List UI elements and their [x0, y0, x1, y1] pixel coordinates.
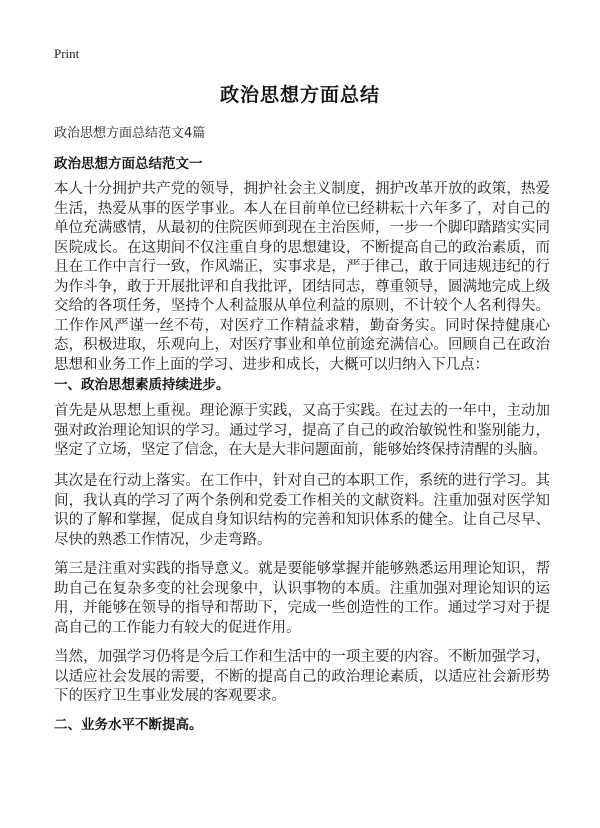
paragraph-action: 其次是在行动上落实。在工作中，针对自己的本职工作，系统的进行学习。其间，我认真的学习了两个条例和党委工作相关的文献资料。注重加强对医学知识的了解和掌握，促成自身知识结构的完善和知识体系的健全。让自己尽早、尽快的熟悉工作情况，少走弯路。	[54, 473, 550, 548]
document-title: 政治思想方面总结	[219, 84, 380, 106]
paragraph-thought: 首先是从思想上重视。理论源于实践，又高于实践。在过去的一年中，主动加强对政治理论知识的学习。通过学习，提高了自己的政治敏锐性和鉴别能力，坚定了立场，坚定了信念，在大是大非问题面前，能够始终保持清醒的头脑。	[54, 403, 550, 458]
paragraph-intro: 本人十分拥护共产党的领导，拥护社会主义制度，拥护改革开放的政策，热爱生活，热爱从事的医学事业。本人在目前单位已经耕耘十六年多了，对自己的单位充满感情，从最初的住院医师到现在主治医师，一步一个脚印踏踏实实同医院成长。在这期间不仅注重自身的思想建设，不断提高自己的政治素质，而且在工作中言行一致，作风端正，实事求是，严于律己，敢于同违规违纪的行为作斗争，敢于开展批评和自我批评，团结同志，尊重领导，圆满地完成上级交给的各项任务，坚持个人利益服从单位利益的原则，不计较个人名利得失。工作作风严谨一丝不苟，对医疗工作精益求精，勤奋务实。同时保持健康心态，积极进取，乐观向上，对医疗事业和单位前途充满信心。回顾自己在政治思想和业务工作上面的学习、进步和成长，大概可以归纳入下几点：	[54, 181, 550, 373]
section-title: 政治思想方面总结范文一	[54, 156, 203, 172]
paragraph-learning: 当然，加强学习仍将是今后工作和生活中的一项主要的内容。不断加强学习，以适应社会发展的需要，不断的提高自己的政治理论素质，以适应社会新形势下的医疗卫生事业发展的客观要求。	[54, 649, 550, 704]
print-link[interactable]: Print	[54, 46, 80, 61]
heading-political-progress: 一、政治思想素质持续进步。	[54, 377, 230, 393]
paragraph-practice: 第三是注重对实践的指导意义。就是要能够掌握并能够熟悉运用理论知识，帮助自己在复杂多变的社会现象中，认识事物的本质。注重加强对理论知识的运用，并能够在领导的指导和帮助下，完成一些创造性的工作。通过学习对于提高自己的工作能力有较大的促进作用。	[54, 561, 550, 636]
document-subtitle: 政治思想方面总结范文4篇	[54, 126, 206, 141]
heading-business-improvement: 二、业务水平不断提高。	[54, 717, 203, 733]
